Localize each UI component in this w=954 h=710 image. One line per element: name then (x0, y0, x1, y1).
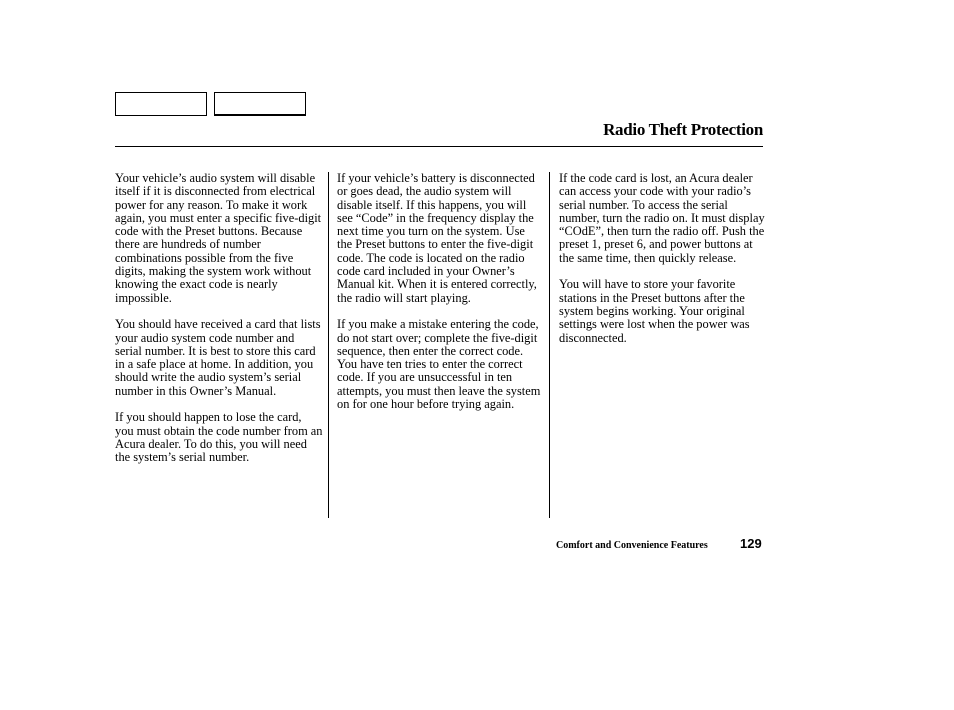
text-column-1 (115, 172, 323, 478)
nav-box-next[interactable] (214, 92, 306, 116)
paragraph: You should have received a card that lists your audio system code number and serial number. It is best to store this card in a safe place at home. In addition, you should write the audio system’s serial number in this Owner’s Manual. (115, 317, 321, 398)
text-column-2 (337, 172, 543, 425)
paragraph: If the code card is lost, an Acura dealer can access your code with your radio’s serial number. To access the serial number, turn the radio on. It must display “COdE”, then turn the radio off. Push the preset 1, preset 6, and power buttons at the same time, then quickly release. (559, 171, 765, 265)
paragraph: If your vehicle’s battery is disconnected or goes dead, the audio system will disable itself. If this happens, you will see “Code” in the frequency display the next time you turn on the system. Use the Preset buttons to enter the five-digit code. The code is located on the radio code card included in your Owner’s Manual kit. When it is entered correctly, the radio will start playing. (337, 171, 537, 305)
paragraph: Your vehicle’s audio system will disable itself if it is disconnected from electrical power for any reason. To make it work again, you must enter a specific five-digit code with the Preset buttons. Because there are hundreds of number combinations possible from the five digits, making the system work without knowing the exact code is nearly impossible. (115, 171, 322, 305)
nav-box-previous[interactable] (115, 92, 207, 116)
paragraph: You will have to store your favorite stations in the Preset buttons after the system begins working. Your original settings were lost when the power was disconnected. (559, 277, 750, 345)
paragraph: If you make a mistake entering the code, do not start over; complete the five-digit sequence, then enter the correct code. You have ten tries to enter the correct code. If you are unsuccessful in ten attempts, you must then leave the system on for one hour before trying again. (337, 317, 541, 412)
page-number: 129 (740, 536, 762, 551)
paragraph: If you should happen to lose the card, you must obtain the code number from an Acura dealer. To do this, you will need the system’s serial number. (115, 410, 323, 465)
column-divider (328, 172, 329, 518)
column-divider (549, 172, 550, 518)
page-title: Radio Theft Protection (603, 120, 763, 139)
footer-section-title: Comfort and Convenience Features (556, 540, 708, 551)
title-divider (115, 146, 763, 147)
text-column-3 (559, 172, 767, 358)
